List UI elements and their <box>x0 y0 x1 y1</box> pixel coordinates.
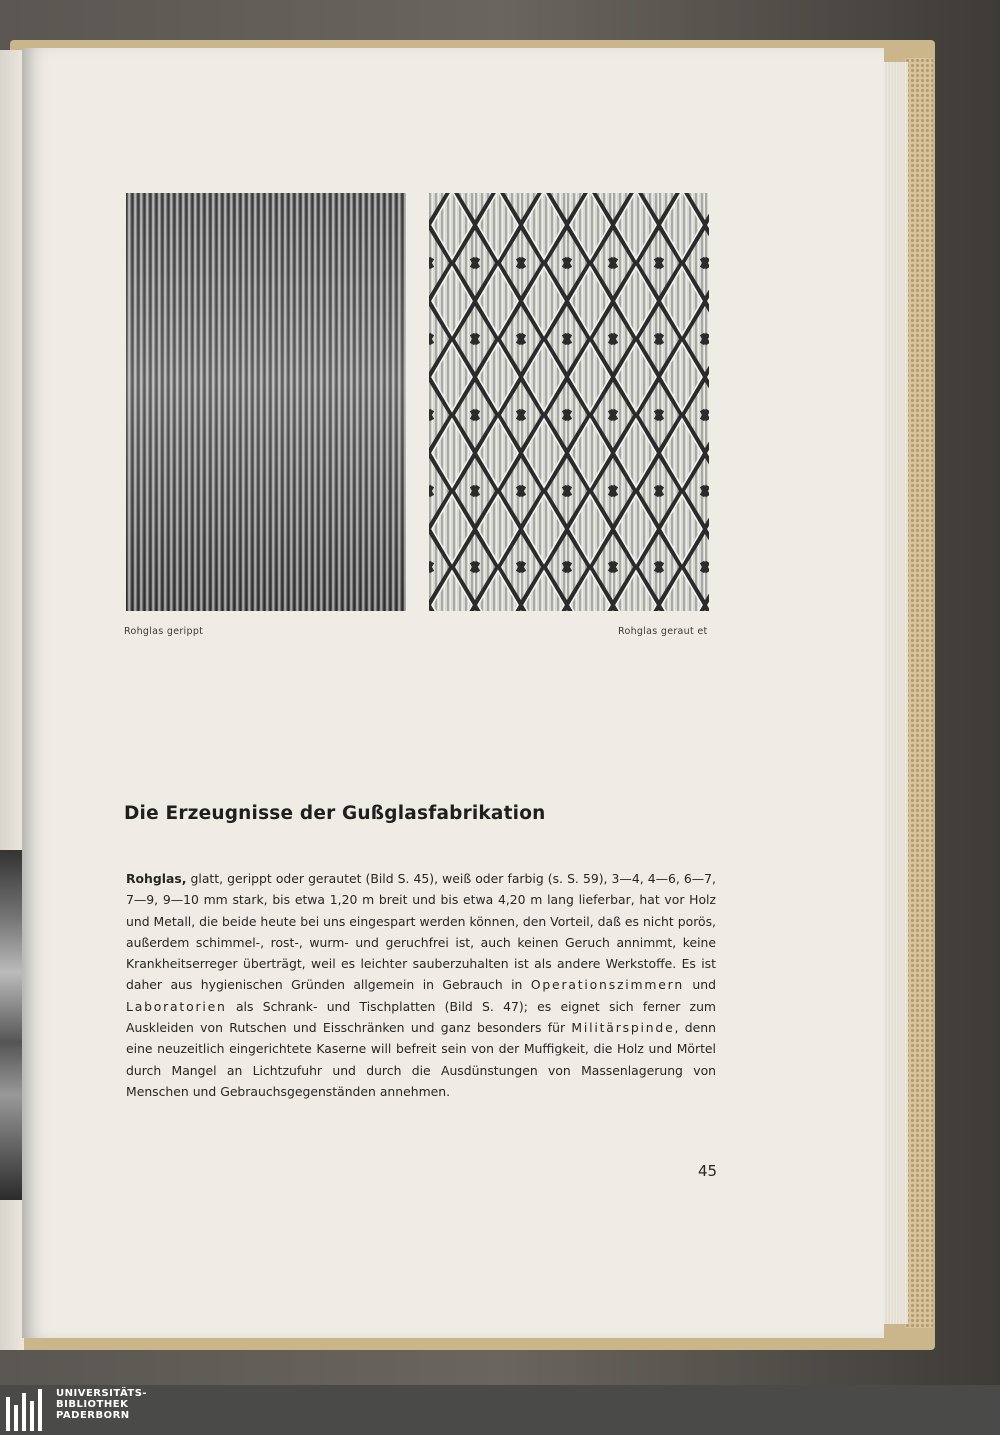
body-text-part: glatt, gerippt oder gerautet (Bild S. 45), weiß oder farbig (s. S. 59), 3—4, 4—6, 6—7, 7—9, 9—10 mm stark, bis etwa 1,20 m breit und bis etwa 4,20 m lang lieferbar, hat vor Holz und Metall, die beide heute bei uns eingespart werden können, den Vorteil, daß es nicht porös, außerdem schimmel-, rost-, wurm- und geruchfrei ist, auch keinen Geruch annimmt, keine Krankheitserreger überträgt, weil es leichter sauberzuhalten ist als andere Werkstoffe. Es ist daher aus hygienischen Gründen allgemein in Gebrauch in <box>126 871 716 993</box>
caption-rough-glass: Rohglas geraut et <box>618 626 708 637</box>
library-name-line: UNIVERSITÄTS- <box>56 1388 148 1399</box>
body-text-part: als Schrank- und Tischplatten (Bild S. 47); es eignet sich ferner zum Auskleiden von Rutschen und Eisschränken und ganz besonders für <box>126 998 716 1036</box>
body-text-part: , denn eine neuzeitlich eingerichtete Kaserne will befreit sein von der Muffigkeit, die Holz und Mörtel durch Mangel an Lichtzufuhr und durch die Ausdünstungen von Massenlagerung von Menschen und Gebrauchsgegenständen annehmen. <box>126 1020 716 1099</box>
caption-ribbed-glass: Rohglas gerippt <box>124 626 204 637</box>
spaced-term: Operationszimmern <box>530 977 684 993</box>
page-number: 45 <box>698 1162 718 1180</box>
library-logo-icon <box>6 1389 50 1431</box>
library-footer <box>0 1385 1000 1435</box>
book-cover-edge <box>905 58 933 1328</box>
library-name-line: BIBLIOTHEK <box>56 1399 129 1410</box>
section-heading: Die Erzeugnisse der Gußglasfabrikation <box>124 803 546 824</box>
spaced-term: Laboratorien <box>126 998 227 1014</box>
spaced-term: Militärspinde <box>571 1020 675 1036</box>
ribbed-glass-photo <box>126 193 406 611</box>
book-page <box>22 48 884 1338</box>
library-name-line: PADERBORN <box>56 1410 130 1421</box>
rough-glass-photo <box>429 193 709 611</box>
body-paragraph <box>126 868 716 1102</box>
diamond-pattern <box>429 193 709 611</box>
left-page-edge <box>0 50 24 1350</box>
lead-term: Rohglas, <box>126 871 187 886</box>
body-text-part: und <box>684 977 716 993</box>
library-name <box>56 1388 147 1421</box>
left-page-photo-fragment <box>0 850 24 1200</box>
